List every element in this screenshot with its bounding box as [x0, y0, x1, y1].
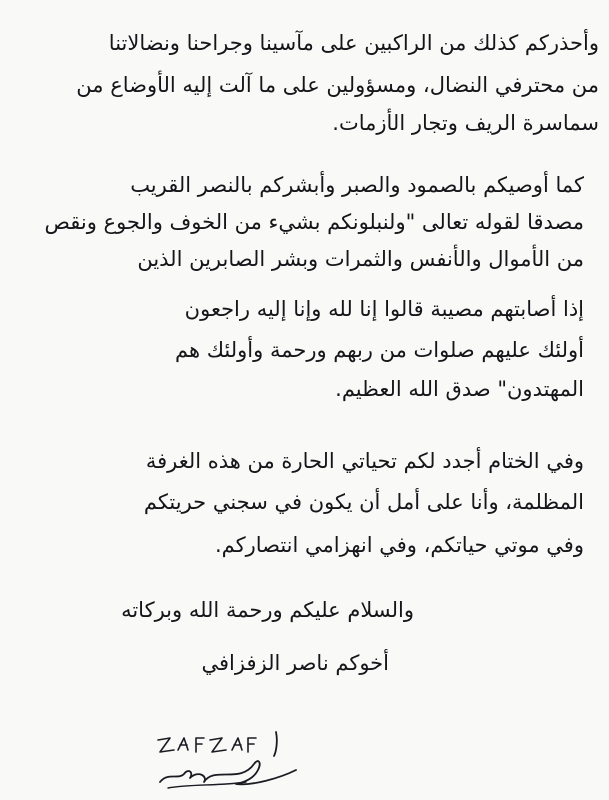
signature-drawing: [150, 726, 310, 792]
signature: [150, 726, 310, 792]
sender-name: أخوكم ناصر الزفزافي: [201, 651, 389, 675]
paragraph-3-line-2: المظلمة، وأنا على أمل أن يكون في سجني حريتكم: [143, 490, 584, 514]
paragraph-2-line-3: من الأموال والأنفس والثمرات وبشر الصابرين الذين: [137, 247, 584, 271]
paragraph-1-line-3: سماسرة الريف وتجار الأزمات.: [332, 111, 599, 135]
paragraph-1-line-1: وأحذركم كذلك من الراكبين على مآسينا وجراحنا ونضالاتنا: [108, 31, 599, 55]
paragraph-1-line-2: من محترفي النضال، ومسؤولين على ما آلت إليه الأوضاع من: [76, 73, 599, 97]
paragraph-3-line-1: وفي الختام أجدد لكم تحياتي الحارة من هذه الغرفة: [145, 449, 584, 473]
paragraph-2-line-6: المهتدون" صدق الله العظيم.: [335, 377, 584, 401]
paragraph-3-line-3: وفي موتي حياتكم، وفي انهزامي انتصاركم.: [214, 533, 584, 557]
salutation: والسلام عليكم ورحمة الله وبركاته: [121, 598, 414, 622]
paragraph-2-line-1: كما أوصيكم بالصمود والصبر وأبشركم بالنصر القريب: [130, 173, 584, 197]
paragraph-2-line-5: أولئك عليهم صلوات من ربهم ورحمة وأولئك هم: [175, 338, 584, 362]
paragraph-2-line-2: مصدقا لقوله تعالى "ولنبلونكم بشيء من الخوف والجوع ونقص: [44, 210, 584, 234]
paragraph-2-line-4: إذا أصابتهم مصيبة قالوا إنا لله وإنا إليه راجعون: [184, 297, 584, 321]
